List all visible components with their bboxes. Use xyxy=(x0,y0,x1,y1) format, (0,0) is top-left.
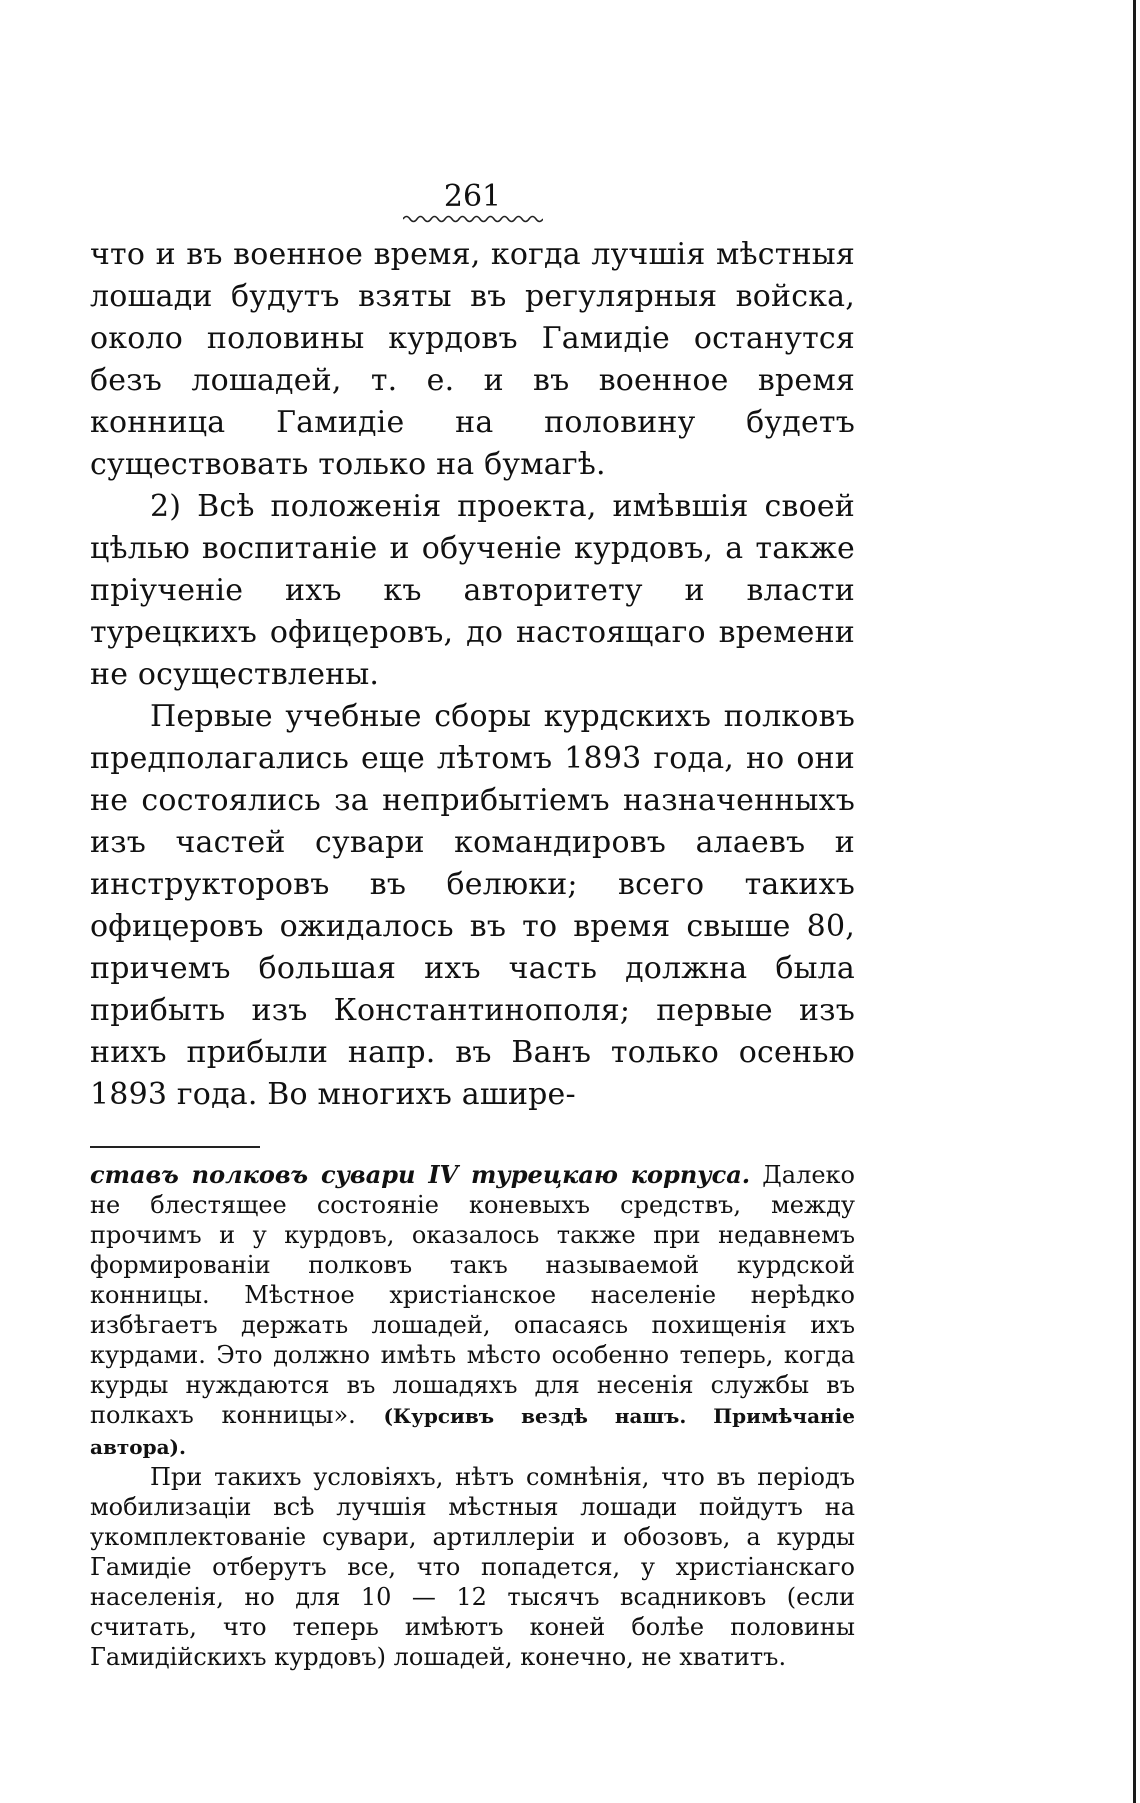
wavy-ornament-icon xyxy=(403,214,543,224)
book-page xyxy=(90,180,855,1672)
footnote-paragraph xyxy=(90,1160,855,1462)
footnote-italic-lead: ставъ полковъ сувари IV турецкаю корпуса. xyxy=(90,1160,751,1189)
footnote-author-note: (Курсивъ вездѣ нашъ. Примѣчаніе автора). xyxy=(90,1404,855,1459)
footnote-text: Далеко не блестящее состояніе коневыхъ средствъ, между прочимъ и у курдовъ, оказалось также при недавнемъ формированіи полковъ такъ называемой курдской конницы. Мѣстное христіанское населеніе нерѣдко избѣгаетъ держать лошадей, опасаясь похищенія ихъ курдами. Это должно имѣть мѣсто особенно теперь, когда курды нуждаются въ лошадяхъ для несенія службы въ полкахъ конницы». xyxy=(90,1161,855,1429)
footnote-divider xyxy=(90,1146,260,1148)
footnote-paragraph: При такихъ условіяхъ, нѣтъ сомнѣнія, что въ періодъ мобилизаціи всѣ лучшія мѣстныя лошади пойдутъ на укомплектованіе сувари, артиллеріи и обозовъ, а курды Гамидіе отберутъ все, что попадется, у христіанскаго населенія, но для 10 — 12 тысячъ всадниковъ (если считать, что теперь имѣютъ коней болѣе половины Гамидійскихъ курдовъ) лошадей, конечно, не хватитъ. xyxy=(90,1463,855,1671)
paragraph: Первые учебные сборы курдскихъ полковъ предполагались еще лѣтомъ 1893 года, но они не состоялись за неприбытіемъ назначенныхъ изъ частей сувари командировъ алаевъ и инструкторовъ въ белюки; всего такихъ офицеровъ ожидалось въ то время свыше 80, причемъ большая ихъ часть должна была прибыть изъ Константинополя; первые изъ нихъ прибыли напр. въ Ванъ только осенью 1893 года. Во многихъ ашире- xyxy=(90,699,855,1112)
footnotes xyxy=(90,1160,855,1672)
page-edge-rule xyxy=(1133,0,1136,1803)
page-number: 261 xyxy=(443,179,502,214)
main-text xyxy=(90,234,855,1116)
paragraph: 2) Всѣ положенія проекта, имѣвшія своей цѣлью воспитаніе и обученіе курдовъ, а также пріученіе ихъ къ авторитету и власти турецкихъ офицеровъ, до настоящаго времени не осуществлены. xyxy=(90,489,855,692)
paragraph: что и въ военное время, когда лучшія мѣстныя лошади будутъ взяты въ регулярныя войска, около половины курдовъ Гамидіе останутся безъ лошадей, т. е. и въ военное время конница Гамидіе на половину будетъ существовать только на бумагѣ. xyxy=(90,237,855,482)
